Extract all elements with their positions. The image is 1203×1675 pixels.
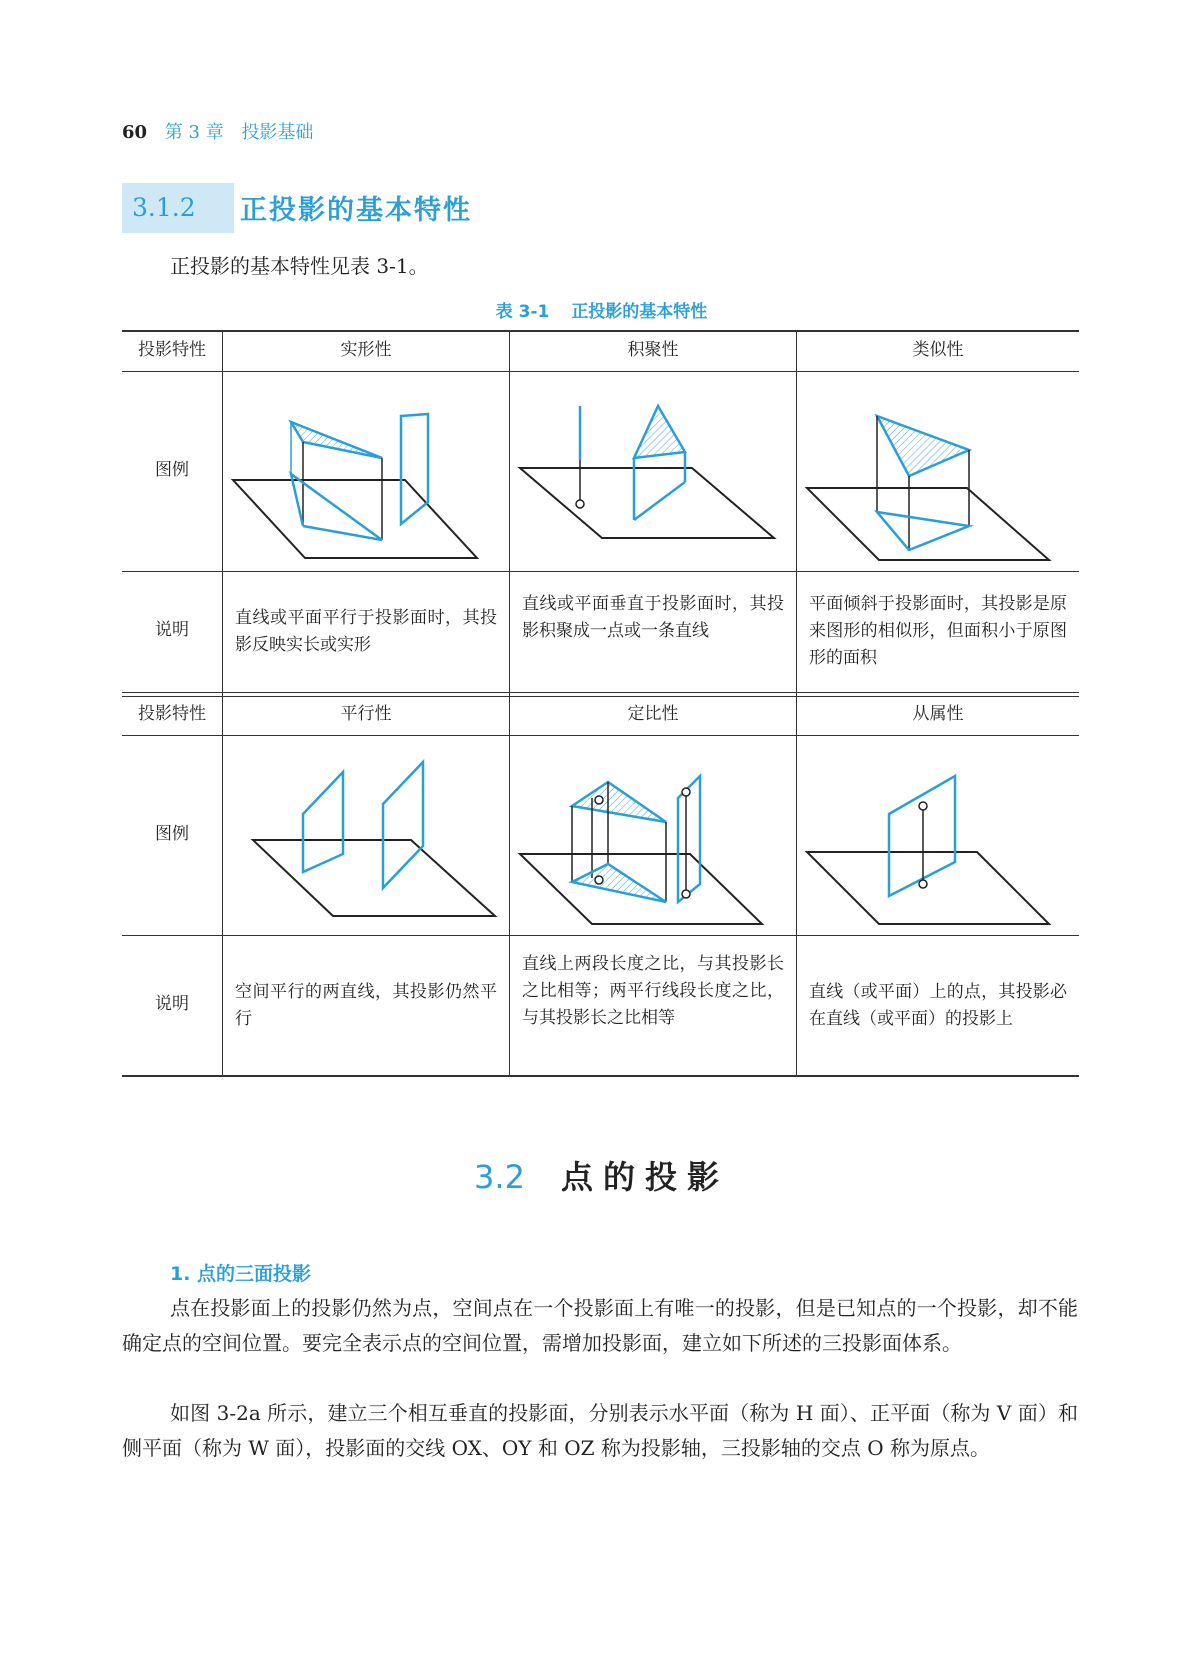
table-rule bbox=[122, 935, 1079, 936]
table-rule bbox=[122, 571, 1079, 572]
property-description: 直线上两段长度之比，与其投影长之比相等；两平行线段长度之比，与其投影长之比相等 bbox=[522, 954, 784, 1028]
table-caption-title: 正投影的基本特性 bbox=[571, 302, 708, 322]
running-header bbox=[122, 118, 313, 144]
property-description: 平面倾斜于投影面时，其投影是原来图形的相似形，但面积小于原图形的面积 bbox=[809, 594, 1067, 668]
property-name: 平行性 bbox=[340, 704, 392, 724]
property-description: 空间平行的两直线，其投影仍然平行 bbox=[235, 982, 497, 1029]
section-number: 3.1.2 bbox=[132, 193, 196, 222]
property-description: 直线（或平面）上的点，其投影必在直线（或平面）的投影上 bbox=[809, 982, 1067, 1029]
figure-similarity bbox=[797, 372, 1079, 571]
property-description: 直线或平面垂直于投影面时，其投影积聚成一点或一条直线 bbox=[522, 594, 784, 641]
property-description: 直线或平面平行于投影面时，其投影反映实长或实形 bbox=[235, 608, 497, 655]
table-double-rule bbox=[122, 696, 1079, 697]
section2-number: 3.2 bbox=[474, 1158, 525, 1196]
row-label-desc: 说明 bbox=[155, 994, 189, 1014]
intro-text: 正投影的基本特性见表 3-1。 bbox=[170, 254, 429, 278]
table-top-rule bbox=[122, 330, 1079, 332]
table-caption bbox=[0, 297, 1203, 322]
body-paragraph: 点在投影面上的投影仍然为点，空间点在一个投影面上有唯一的投影，但是已知点的一个投影，却不能确定点的空间位置。要完全表示点的空间位置，需增加投影面，建立如下所述的三投影面体系。 bbox=[122, 1296, 1078, 1355]
subsection-heading: 1. 点的三面投影 bbox=[170, 1263, 312, 1285]
figure-parallel bbox=[223, 736, 509, 935]
property-name: 从属性 bbox=[912, 704, 964, 724]
row-label-desc: 说明 bbox=[155, 620, 189, 640]
row-label-property: 投影特性 bbox=[138, 704, 206, 724]
figure-membership bbox=[797, 736, 1079, 935]
table-bottom-rule bbox=[122, 1075, 1079, 1077]
table-double-rule bbox=[122, 692, 1079, 693]
chapter-number: 第 3 章 bbox=[164, 122, 224, 143]
section-badge-arrow bbox=[205, 183, 233, 233]
row-label-figure: 图例 bbox=[155, 824, 189, 844]
table-caption-label: 表 3-1 bbox=[495, 302, 550, 322]
section-heading-3-2 bbox=[0, 1152, 1203, 1198]
row-label-figure: 图例 bbox=[155, 460, 189, 480]
page-number: 60 bbox=[122, 122, 148, 143]
row-label-property: 投影特性 bbox=[138, 340, 206, 360]
property-name: 积聚性 bbox=[627, 340, 679, 360]
figure-true-shape bbox=[223, 372, 509, 571]
section-title: 正投影的基本特性 bbox=[240, 195, 472, 226]
figure-proportion bbox=[510, 736, 796, 935]
section2-title: 点的投影 bbox=[560, 1158, 729, 1196]
property-name: 实形性 bbox=[340, 340, 392, 360]
chapter-title: 投影基础 bbox=[241, 122, 314, 143]
body-paragraph: 如图 3-2a 所示，建立三个相互垂直的投影面，分别表示水平面（称为 H 面）、正平面（称为 V 面）和侧平面（称为 W 面），投影面的交线 OX、OY 和 OZ 称为投影轴，三投影轴的交点 O 称为原点。 bbox=[122, 1401, 1078, 1460]
figure-accumulation bbox=[510, 372, 796, 571]
property-name: 定比性 bbox=[627, 704, 679, 724]
property-name: 类似性 bbox=[912, 340, 964, 360]
